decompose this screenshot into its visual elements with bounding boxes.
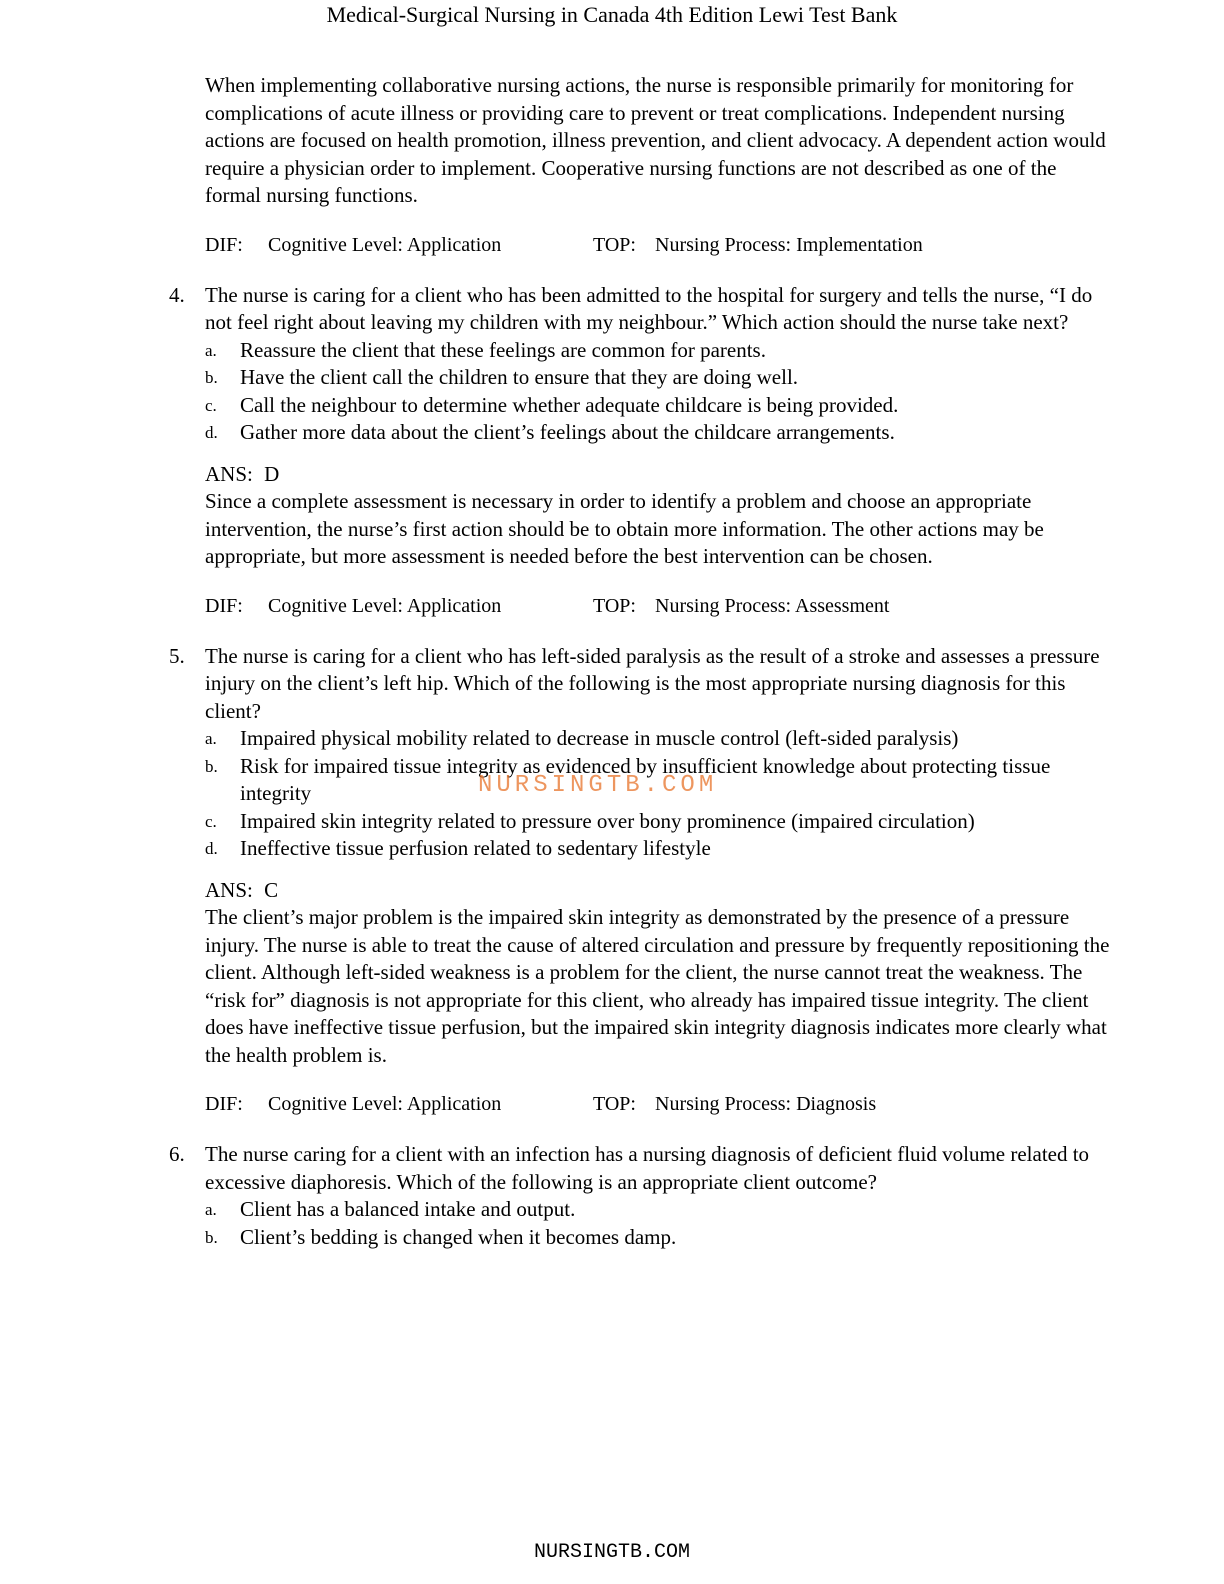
carryover-rationale: When implementing collaborative nursing actions, the nurse is responsible primarily for monitoring for complications of acute illness or providing care to prevent or treat complications. Independent nursing actions are focused on health promotion, illness prevention, and client advocacy. A dependent action would require a physician order to implement. Cooperative nursing functions are not described as one of the formal nursing functions.	[205, 73, 1106, 207]
option-c	[205, 808, 1110, 836]
option-c	[205, 392, 1110, 420]
option-text: Client’s bedding is changed when it becomes damp.	[240, 1224, 677, 1249]
option-b	[205, 1224, 1110, 1252]
option-text: Reassure the client that these feelings are common for parents.	[240, 337, 766, 362]
answer-value: C	[264, 877, 279, 902]
option-letter: b.	[205, 1227, 218, 1247]
option-b	[205, 364, 1110, 392]
option-d	[205, 835, 1110, 863]
option-letter: d.	[205, 839, 218, 858]
question-number: 5.	[169, 643, 185, 668]
page-header-title: Medical-Surgical Nursing in Canada 4th Edition Lewi Test Bank	[326, 2, 898, 27]
answer-rationale: The client’s major problem is the impaired skin integrity as demonstrated by the presence of a pressure injury. The nurse is able to treat the cause of altered circulation and pressure by frequently repositioning the client. Although left-sided weakness is a problem for the client, the nurse cannot treat the weakness. The “risk for” diagnosis is not appropriate for this client, who already has impaired tissue integrity. The client does have ineffective tissue perfusion, but the impaired skin integrity diagnosis indicates more clearly what the health problem is.	[205, 905, 1110, 1067]
option-text: Call the neighbour to determine whether adequate childcare is being provided.	[240, 392, 899, 417]
question-6	[169, 1141, 1110, 1251]
option-letter: c.	[205, 395, 217, 415]
carryover-meta	[205, 232, 1110, 260]
top-value: Nursing Process: Implementation	[655, 233, 923, 256]
question-stem: The nurse is caring for a client who has been admitted to the hospital for surgery and tells the nurse, “I do not feel right about leaving my children with my neighbour.” Which action should the nurse take next?	[205, 282, 1093, 334]
question-4	[169, 282, 1110, 621]
top-label: TOP:	[593, 1093, 636, 1115]
option-text: Ineffective tissue perfusion related to sedentary lifestyle	[240, 836, 711, 860]
option-letter: a.	[205, 340, 217, 360]
option-a	[205, 337, 1110, 365]
answer-value: D	[264, 461, 280, 486]
option-letter: c.	[205, 811, 217, 831]
option-text: Impaired physical mobility related to decrease in muscle control (left-sided paralysis)	[240, 726, 959, 750]
dif-value: Cognitive Level: Application	[268, 1093, 502, 1115]
top-value: Nursing Process: Assessment	[655, 594, 890, 617]
dif-value: Cognitive Level: Application	[268, 233, 502, 256]
option-a	[205, 1196, 1110, 1224]
dif-value: Cognitive Level: Application	[268, 594, 502, 617]
dif-label: DIF:	[205, 233, 243, 256]
option-text: Impaired skin integrity related to pressure over bony prominence (impaired circulation)	[240, 808, 975, 833]
question-number: 4.	[169, 282, 185, 307]
option-letter: b.	[205, 756, 218, 776]
question-stem: The nurse is caring for a client who has left-sided paralysis as the result of a stroke and assesses a pressure injury on the client’s left hip. Which of the following is the most appropriate nursing diagnosis for this client?	[205, 643, 1100, 723]
top-label: TOP:	[593, 594, 636, 617]
document-body	[169, 72, 1110, 1251]
option-a	[205, 725, 1110, 753]
answer-line	[205, 461, 1110, 489]
top-value: Nursing Process: Diagnosis	[655, 1093, 877, 1115]
dif-label: DIF:	[205, 1093, 243, 1115]
option-list	[205, 337, 1110, 447]
watermark-text: NURSINGTB.COM	[478, 772, 718, 799]
option-text: Gather more data about the client’s feelings about the childcare arrangements.	[240, 420, 895, 444]
question-meta	[205, 593, 1110, 621]
question-5	[169, 643, 1110, 1120]
answer-label: ANS:	[205, 877, 253, 902]
option-d	[205, 419, 1110, 447]
dif-label: DIF:	[205, 594, 243, 617]
page-footer: NURSINGTB.COM	[533, 1541, 691, 1564]
answer-rationale: Since a complete assessment is necessary in order to identify a problem and choose an appropriate intervention, the nurse’s first action should be to obtain more information. The other actions may be appropriate, but more assessment is needed before the best intervention can be chosen.	[205, 489, 1044, 568]
option-text: Have the client call the children to ensure that they are doing well.	[240, 365, 799, 389]
option-letter: a.	[205, 1200, 217, 1219]
option-letter: b.	[205, 368, 218, 387]
option-letter: d.	[205, 423, 218, 442]
option-list	[205, 1196, 1110, 1251]
answer-label: ANS:	[205, 461, 253, 486]
option-letter: a.	[205, 729, 217, 748]
question-number: 6.	[169, 1142, 185, 1166]
question-meta	[205, 1091, 1110, 1119]
option-text: Client has a balanced intake and output.	[240, 1197, 576, 1221]
answer-line	[205, 877, 1110, 905]
question-stem: The nurse caring for a client with an infection has a nursing diagnosis of deficient fluid volume related to excessive diaphoresis. Which of the following is an appropriate client outcome?	[205, 1142, 1090, 1194]
option-text: Risk for impaired tissue integrity as evidenced by insufficient knowledge about protecting tissue integrity	[240, 753, 1051, 805]
top-label: TOP:	[593, 233, 636, 256]
